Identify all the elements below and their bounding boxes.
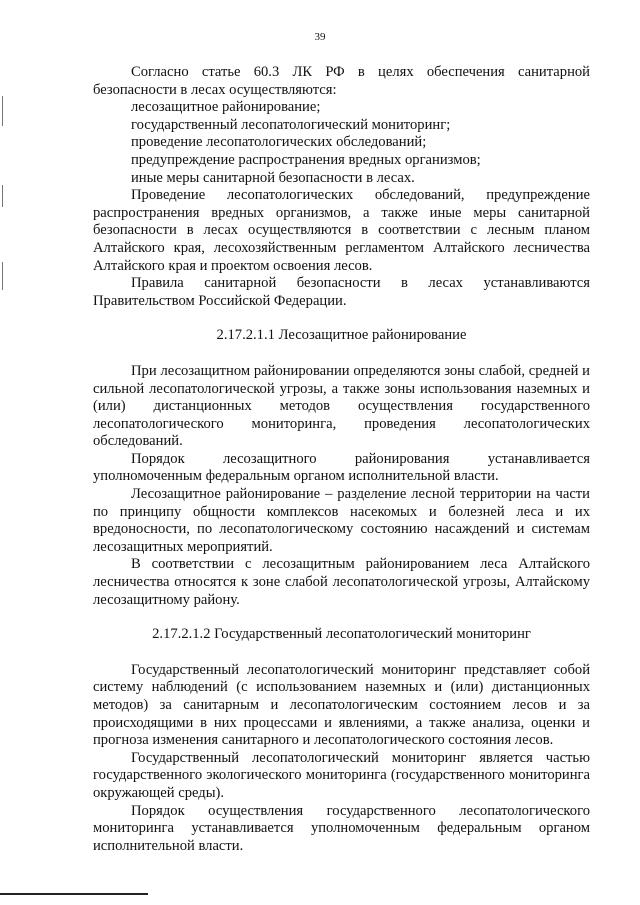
intro-paragraph: Согласно статье 60.3 ЛК РФ в целях обеспечения санитарной безопасности в лесах осуществляются: <box>93 64 590 98</box>
list-item: предупреждение распространения вредных организмов; <box>131 151 481 168</box>
list-item: иные меры санитарной безопасности в лесах. <box>131 169 415 186</box>
paragraph: Государственный лесопатологический мониторинг является частью государственного экологического мониторинга (государственного мониторинга окружающей среды). <box>93 749 590 801</box>
list-item: государственный лесопатологический мониторинг; <box>131 116 451 133</box>
margin-scan-mark <box>2 185 3 207</box>
document-body <box>93 64 590 855</box>
list-item: лесозащитное районирование; <box>131 99 321 116</box>
paragraph: Правила санитарной безопасности в лесах устанавливаются Правительством Российской Федерации. <box>93 275 590 309</box>
margin-scan-mark <box>2 96 3 126</box>
page-number: 39 <box>314 31 326 43</box>
section-heading: 2.17.2.1.1 Лесозащитное районирование <box>216 327 467 344</box>
paragraph: Порядок осуществления государственного лесопатологического мониторинга устанавливается уполномоченным федеральным органом исполнительной власти. <box>93 802 590 854</box>
list-item: проведение лесопатологических обследований; <box>131 134 427 151</box>
section-heading: 2.17.2.1.2 Государственный лесопатологический мониторинг <box>152 626 531 643</box>
paragraph: Порядок лесозащитного районирования устанавливается уполномоченным федеральным органом исполнительной власти. <box>93 450 590 485</box>
margin-scan-mark <box>2 262 3 290</box>
paragraph: Лесозащитное районирование – разделение лесной территории на части по принципу общности комплексов насекомых и болезней леса и их вредоносности, по лесопатологическому состоянию насаждений и системам лесозащитных мероприятий. <box>93 486 590 555</box>
paragraph: В соответствии с лесозащитным районированием леса Алтайского лесничества относятся к зоне слабой лесопатологической угрозы, Алтайскому лесозащитному району. <box>93 556 590 608</box>
paragraph: При лесозащитном районировании определяются зоны слабой, средней и сильной лесопатологической угрозы, а также зоны использования наземных и (или) дистанционных методов осуществления государственного лесопатологического мониторинга, проведения лесопатологических обследований. <box>93 362 590 450</box>
paragraph: Государственный лесопатологический мониторинг представляет собой систему наблюдений (с использованием наземных и (или) дистанционных методов) за санитарным и лесопатологическим состоянием лесов и за происходящими в них процессами и явлениями, а также анализа, оценки и прогноза изменения санитарного и лесопатологического состояния лесов. <box>93 661 590 749</box>
footer-rule <box>0 893 148 895</box>
paragraph: Проведение лесопатологических обследований, предупреждение распространения вредных организмов, а также иные меры санитарной безопасности в лесах осуществляются в соответствии с лесным планом Алтайского края, лесохозяйственным регламентом Алтайского лесничества Алтайского края и проектом освоения лесов. <box>93 187 590 274</box>
